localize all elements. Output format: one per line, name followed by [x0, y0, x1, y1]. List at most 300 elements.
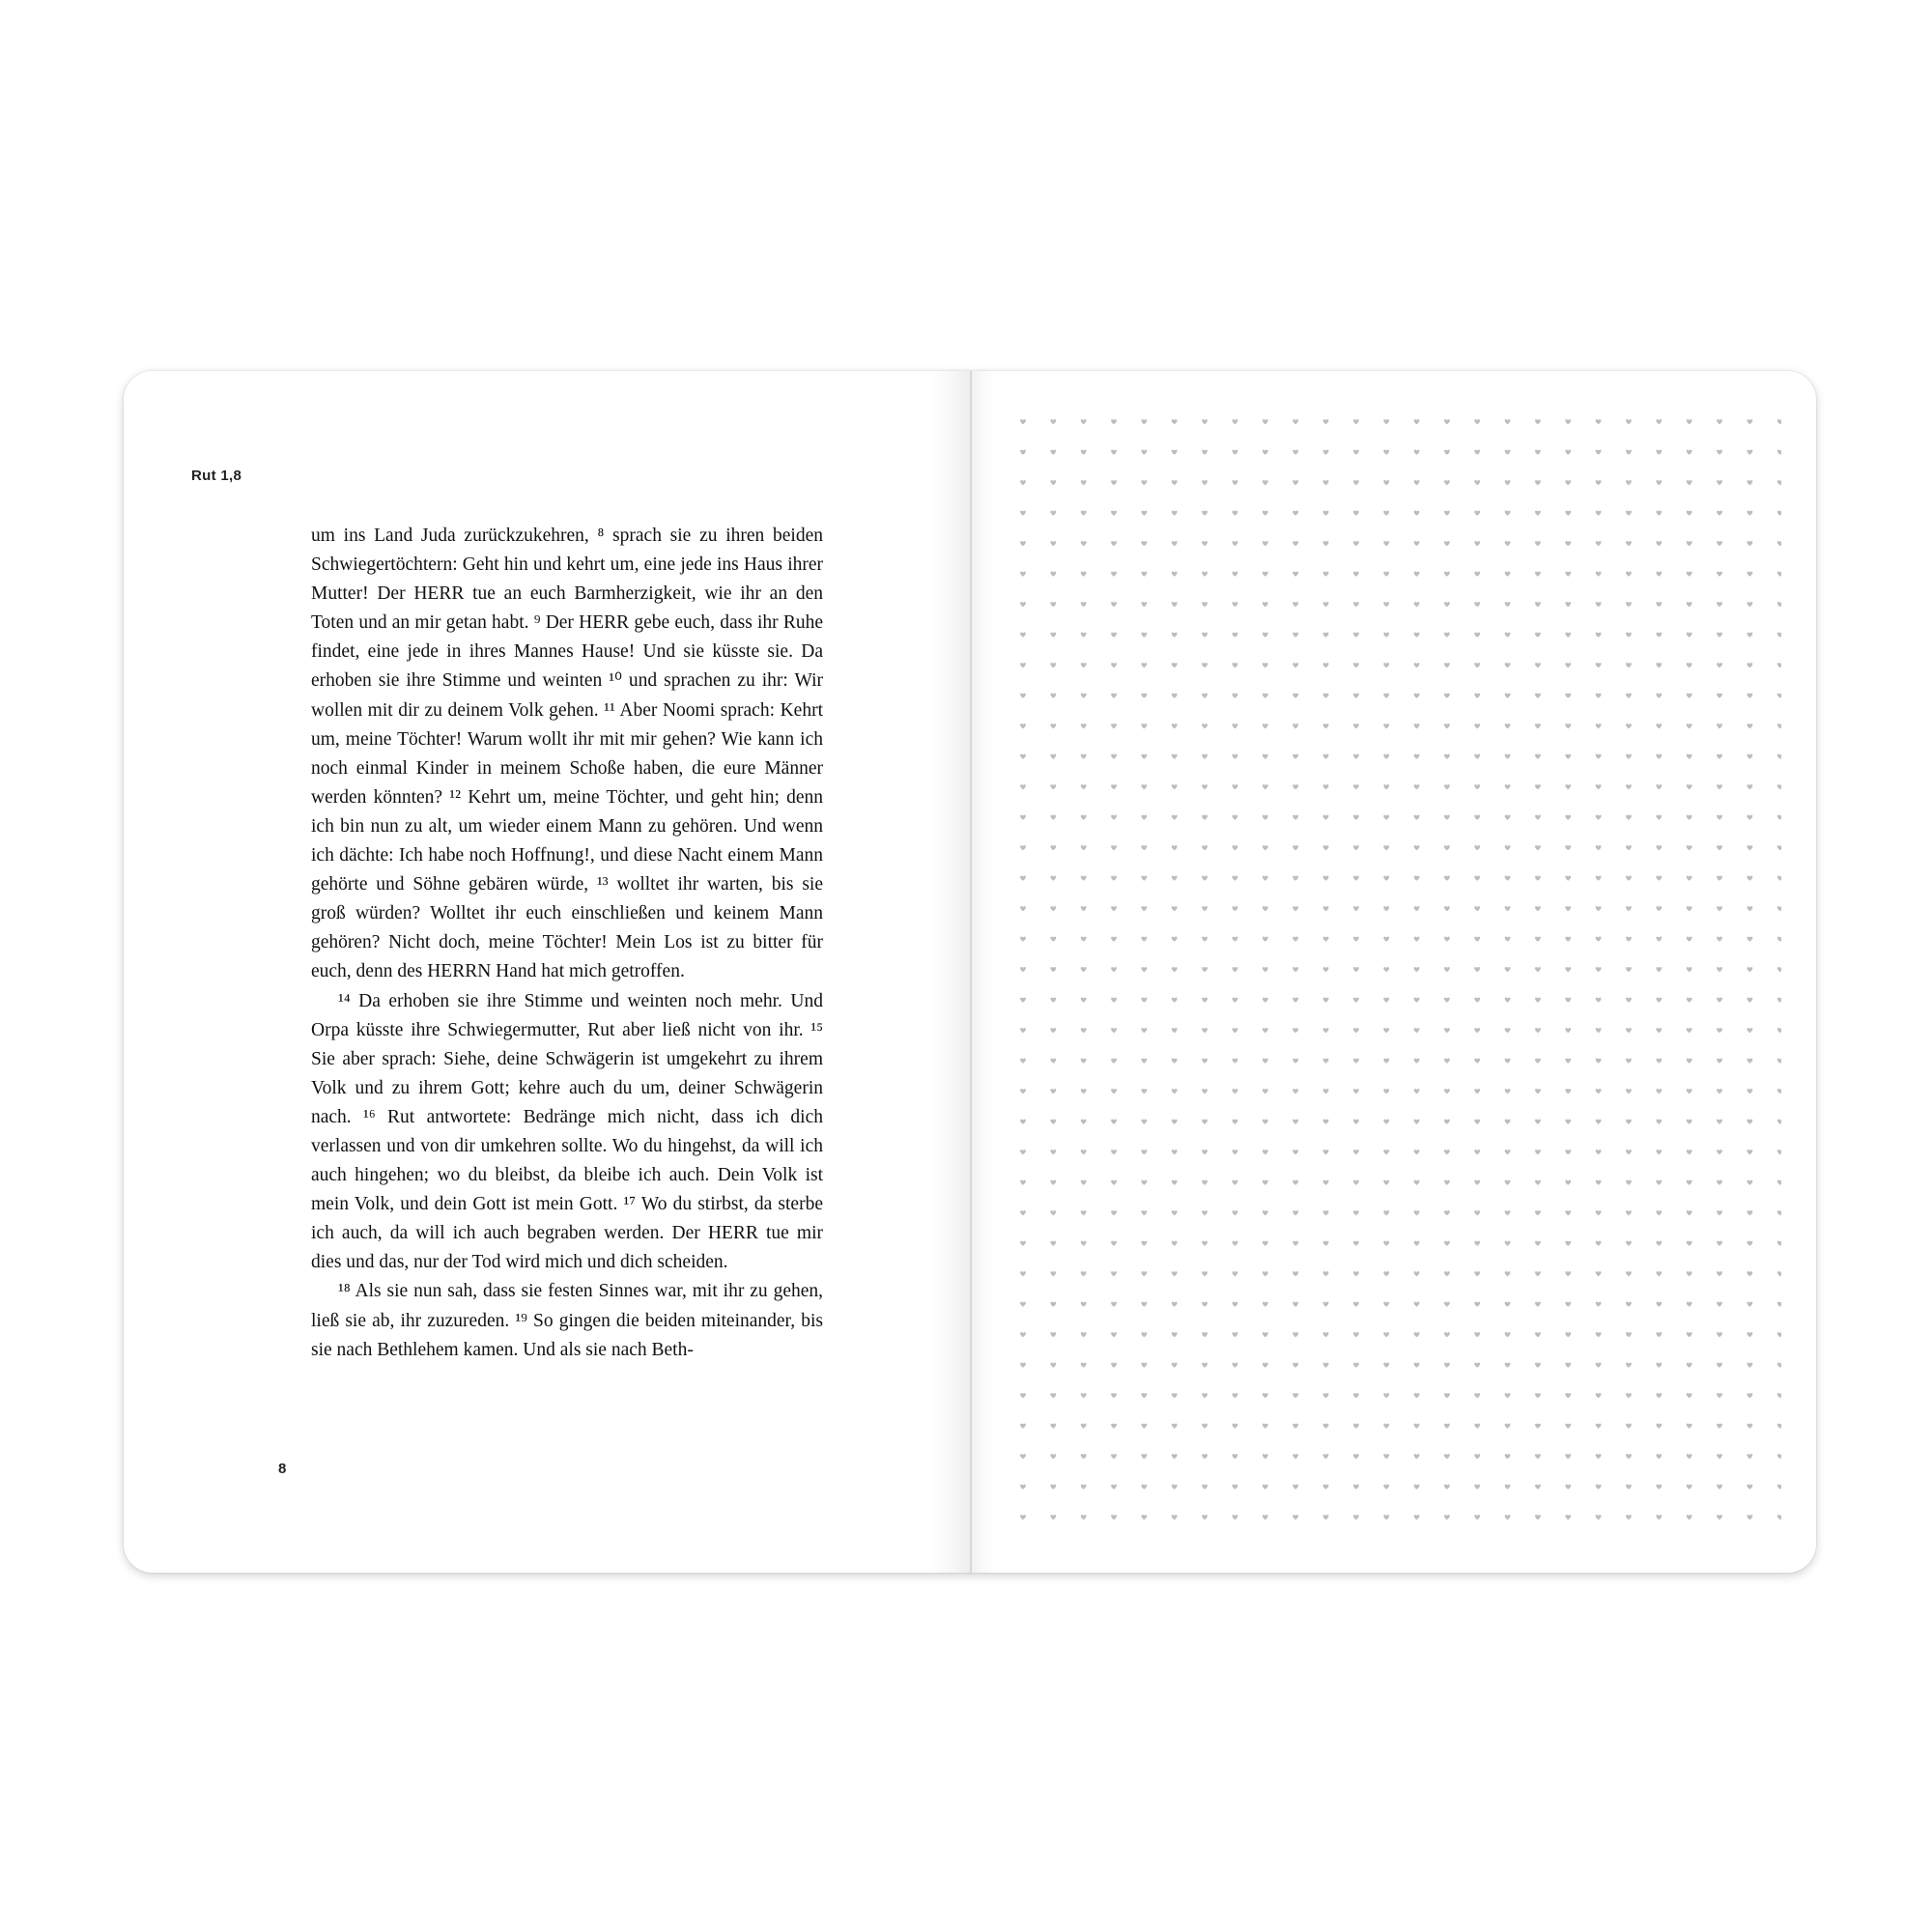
heart-icon: [1050, 450, 1056, 455]
heart-icon: [1777, 784, 1781, 789]
heart-icon: [1233, 724, 1238, 728]
heart-icon: [1717, 1059, 1722, 1064]
heart-icon: [1263, 937, 1268, 942]
heart-icon: [1505, 1150, 1511, 1154]
heart-icon: [1565, 1271, 1571, 1276]
heart-icon: [1505, 784, 1511, 789]
heart-icon: [1293, 1180, 1298, 1185]
heart-icon: [1747, 815, 1752, 820]
heart-icon: [1323, 724, 1329, 728]
heart-icon: [1444, 1180, 1450, 1185]
heart-icon: [1111, 845, 1117, 850]
heart-icon: [1141, 1120, 1147, 1124]
heart-icon: [1747, 906, 1752, 911]
heart-icon: [1687, 1059, 1692, 1064]
heart-icon: [1444, 1210, 1450, 1215]
heart-icon: [1596, 1059, 1602, 1064]
bible-text: [311, 522, 823, 1365]
heart-icon: [1474, 906, 1480, 911]
heart-icon: [1263, 480, 1268, 485]
heart-icon: [1353, 815, 1359, 820]
heart-icon: [1717, 845, 1722, 850]
heart-icon: [1172, 1454, 1178, 1459]
heart-icon: [1202, 1150, 1208, 1154]
heart-icon: [1202, 541, 1208, 546]
heart-icon: [1414, 1150, 1420, 1154]
heart-icon: [1747, 845, 1752, 850]
heart-icon: [1747, 1424, 1752, 1429]
heart-icon: [1717, 1515, 1722, 1520]
heart-icon: [1172, 906, 1178, 911]
heart-icon: [1050, 633, 1056, 638]
heart-icon: [1293, 784, 1298, 789]
heart-icon: [1535, 967, 1541, 972]
heart-icon: [1383, 1424, 1389, 1429]
heart-icon: [1202, 663, 1208, 668]
heart-icon: [1111, 784, 1117, 789]
heart-icon: [1444, 815, 1450, 820]
heart-icon: [1596, 967, 1602, 972]
heart-icon: [1383, 1180, 1389, 1185]
heart-icon: [1233, 754, 1238, 759]
heart-icon: [1777, 541, 1781, 546]
heart-icon: [1020, 1150, 1026, 1154]
heart-icon: [1383, 845, 1389, 850]
heart-icon: [1747, 1393, 1752, 1398]
heart-icon: [1081, 724, 1087, 728]
heart-icon: [1656, 450, 1662, 455]
heart-icon: [1717, 633, 1722, 638]
heart-icon: [1111, 663, 1117, 668]
heart-icon: [1626, 1241, 1632, 1246]
heart-icon: [1353, 784, 1359, 789]
heart-icon: [1777, 511, 1781, 516]
heart-icon: [1141, 1332, 1147, 1337]
heart-icon: [1505, 1241, 1511, 1246]
heart-icon: [1233, 845, 1238, 850]
heart-icon: [1202, 1332, 1208, 1337]
heart-icon: [1020, 1515, 1026, 1520]
heart-icon: [1111, 937, 1117, 942]
heart-icon: [1747, 633, 1752, 638]
heart-icon: [1323, 1393, 1329, 1398]
heart-icon: [1717, 998, 1722, 1003]
heart-icon: [1081, 1150, 1087, 1154]
heart-icon: [1717, 815, 1722, 820]
heart-icon: [1565, 967, 1571, 972]
heart-icon: [1233, 541, 1238, 546]
heart-icon: [1565, 1120, 1571, 1124]
heart-icon: [1111, 511, 1117, 516]
heart-icon: [1474, 511, 1480, 516]
heart-icon: [1081, 511, 1087, 516]
heart-icon: [1777, 633, 1781, 638]
heart-icon: [1141, 1363, 1147, 1368]
heart-icon: [1353, 1271, 1359, 1276]
heart-icon: [1081, 450, 1087, 455]
heart-icon: [1505, 1363, 1511, 1368]
heart-icon: [1687, 1332, 1692, 1337]
heart-icon: [1747, 541, 1752, 546]
heart-icon: [1233, 1271, 1238, 1276]
heart-icon: [1353, 602, 1359, 607]
heart-icon: [1535, 633, 1541, 638]
heart-icon: [1050, 663, 1056, 668]
heart-icon: [1474, 419, 1480, 424]
heart-icon: [1505, 1454, 1511, 1459]
heart-icon: [1717, 906, 1722, 911]
heart-icon: [1626, 694, 1632, 698]
heart-icon: [1505, 1515, 1511, 1520]
heart-icon: [1081, 1271, 1087, 1276]
heart-icon: [1535, 1150, 1541, 1154]
heart-icon: [1687, 724, 1692, 728]
heart-icon: [1172, 1059, 1178, 1064]
heart-icon: [1111, 724, 1117, 728]
heart-icon: [1323, 419, 1329, 424]
heart-icon: [1777, 1210, 1781, 1215]
heart-icon: [1202, 1059, 1208, 1064]
heart-icon: [1656, 1515, 1662, 1520]
heart-icon: [1687, 845, 1692, 850]
heart-icon: [1141, 754, 1147, 759]
heart-icon: [1081, 906, 1087, 911]
heart-icon: [1656, 602, 1662, 607]
heart-icon: [1233, 450, 1238, 455]
heart-icon: [1505, 1332, 1511, 1337]
heart-icon: [1777, 1332, 1781, 1337]
heart-icon: [1293, 998, 1298, 1003]
heart-icon: [1474, 1363, 1480, 1368]
heart-icon: [1717, 480, 1722, 485]
heart-icon: [1626, 1089, 1632, 1094]
heart-icon: [1141, 876, 1147, 881]
heart-icon: [1596, 1210, 1602, 1215]
heart-icon: [1505, 1271, 1511, 1276]
heart-icon: [1444, 1302, 1450, 1307]
heart-icon: [1414, 1302, 1420, 1307]
heart-icon: [1687, 784, 1692, 789]
heart-icon: [1323, 1363, 1329, 1368]
heart-icon: [1414, 480, 1420, 485]
heart-icon: [1323, 784, 1329, 789]
heart-icon: [1565, 1150, 1571, 1154]
heart-icon: [1081, 1332, 1087, 1337]
heart-icon: [1747, 1332, 1752, 1337]
heart-icon: [1505, 998, 1511, 1003]
heart-icon: [1535, 572, 1541, 577]
heart-icon: [1717, 1454, 1722, 1459]
heart-icon: [1777, 602, 1781, 607]
heart-icon: [1596, 1332, 1602, 1337]
heart-icon: [1626, 663, 1632, 668]
heart-icon: [1535, 1302, 1541, 1307]
heart-icon: [1747, 1150, 1752, 1154]
heart-icon: [1050, 845, 1056, 850]
heart-icon: [1717, 876, 1722, 881]
heart-icon: [1505, 1393, 1511, 1398]
heart-icon: [1626, 937, 1632, 942]
heart-icon: [1050, 1028, 1056, 1033]
heart-icon: [1202, 998, 1208, 1003]
heart-icon: [1141, 602, 1147, 607]
heart-icon: [1020, 572, 1026, 577]
heart-icon: [1202, 1120, 1208, 1124]
heart-icon: [1263, 1515, 1268, 1520]
heart-icon: [1565, 1089, 1571, 1094]
heart-icon: [1141, 511, 1147, 516]
heart-icon: [1050, 967, 1056, 972]
heart-icon: [1202, 815, 1208, 820]
heart-icon: [1383, 1363, 1389, 1368]
heart-icon: [1050, 876, 1056, 881]
heart-icon: [1172, 1028, 1178, 1033]
heart-icon: [1596, 937, 1602, 942]
heart-icon: [1717, 419, 1722, 424]
heart-icon: [1111, 1120, 1117, 1124]
heart-icon: [1444, 602, 1450, 607]
heart-icon: [1656, 511, 1662, 516]
heart-icon: [1233, 511, 1238, 516]
heart-icon: [1111, 1302, 1117, 1307]
heart-icon: [1323, 511, 1329, 516]
heart-icon: [1596, 906, 1602, 911]
heart-icon: [1747, 784, 1752, 789]
heart-icon: [1505, 1059, 1511, 1064]
heart-icon: [1535, 1424, 1541, 1429]
heart-icon: [1535, 815, 1541, 820]
heart-icon: [1505, 815, 1511, 820]
heart-icon: [1050, 1424, 1056, 1429]
heart-icon: [1020, 937, 1026, 942]
heart-icon: [1414, 876, 1420, 881]
heart-icon: [1565, 480, 1571, 485]
heart-icon: [1626, 1210, 1632, 1215]
heart-icon: [1444, 1028, 1450, 1033]
heart-icon: [1717, 450, 1722, 455]
heart-icon: [1717, 784, 1722, 789]
heart-icon: [1505, 1210, 1511, 1215]
heart-icon: [1141, 845, 1147, 850]
heart-icon: [1565, 663, 1571, 668]
heart-icon: [1596, 1089, 1602, 1094]
heart-icon: [1353, 937, 1359, 942]
heart-icon: [1747, 1271, 1752, 1276]
heart-icon: [1747, 1241, 1752, 1246]
heart-icon: [1020, 1241, 1026, 1246]
heart-dot-grid: [1009, 408, 1781, 1538]
heart-icon: [1383, 1241, 1389, 1246]
heart-icon: [1111, 1241, 1117, 1246]
heart-icon: [1353, 754, 1359, 759]
heart-icon: [1535, 1059, 1541, 1064]
heart-icon: [1050, 1393, 1056, 1398]
heart-icon: [1687, 541, 1692, 546]
heart-icon: [1141, 906, 1147, 911]
heart-icon: [1172, 633, 1178, 638]
heart-icon: [1233, 602, 1238, 607]
heart-icon: [1233, 1485, 1238, 1490]
heart-icon: [1081, 1241, 1087, 1246]
heart-icon: [1596, 602, 1602, 607]
heart-icon: [1020, 1332, 1026, 1337]
heart-icon: [1263, 784, 1268, 789]
heart-icon: [1172, 724, 1178, 728]
heart-icon: [1323, 480, 1329, 485]
heart-icon: [1747, 602, 1752, 607]
heart-icon: [1444, 480, 1450, 485]
heart-icon: [1172, 1089, 1178, 1094]
heart-icon: [1172, 815, 1178, 820]
heart-icon: [1656, 1089, 1662, 1094]
heart-icon: [1505, 572, 1511, 577]
heart-icon: [1263, 450, 1268, 455]
heart-icon: [1323, 1241, 1329, 1246]
heart-icon: [1050, 1363, 1056, 1368]
heart-icon: [1263, 1210, 1268, 1215]
heart-icon: [1596, 815, 1602, 820]
heart-icon: [1747, 754, 1752, 759]
heart-icon: [1353, 967, 1359, 972]
heart-icon: [1233, 1515, 1238, 1520]
heart-icon: [1233, 663, 1238, 668]
heart-icon: [1293, 541, 1298, 546]
heart-icon: [1777, 876, 1781, 881]
heart-icon: [1565, 1180, 1571, 1185]
heart-icon: [1202, 1424, 1208, 1429]
heart-icon: [1626, 419, 1632, 424]
heart-icon: [1656, 967, 1662, 972]
heart-icon: [1263, 541, 1268, 546]
heart-icon: [1202, 876, 1208, 881]
heart-icon: [1050, 511, 1056, 516]
heart-icon: [1172, 541, 1178, 546]
heart-icon: [1050, 1271, 1056, 1276]
heart-icon: [1747, 419, 1752, 424]
heart-icon: [1202, 633, 1208, 638]
heart-icon: [1747, 1028, 1752, 1033]
heart-icon: [1020, 967, 1026, 972]
heart-icon: [1202, 937, 1208, 942]
heart-icon: [1747, 724, 1752, 728]
heart-icon: [1111, 480, 1117, 485]
heart-icon: [1596, 784, 1602, 789]
heart-icon: [1081, 602, 1087, 607]
heart-icon: [1444, 1485, 1450, 1490]
heart-icon: [1383, 572, 1389, 577]
heart-icon: [1383, 1302, 1389, 1307]
heart-icon: [1656, 1120, 1662, 1124]
heart-icon: [1414, 724, 1420, 728]
heart-icon: [1777, 1302, 1781, 1307]
heart-icon: [1596, 1271, 1602, 1276]
heart-icon: [1414, 419, 1420, 424]
heart-icon: [1626, 1059, 1632, 1064]
heart-icon: [1656, 876, 1662, 881]
heart-icon: [1353, 1454, 1359, 1459]
heart-icon: [1444, 1393, 1450, 1398]
heart-icon: [1020, 1028, 1026, 1033]
heart-icon: [1687, 419, 1692, 424]
heart-icon: [1233, 1150, 1238, 1154]
heart-icon: [1293, 1210, 1298, 1215]
heart-icon: [1111, 572, 1117, 577]
heart-icon: [1444, 541, 1450, 546]
heart-icon: [1172, 937, 1178, 942]
heart-icon: [1353, 1059, 1359, 1064]
heart-icon: [1474, 694, 1480, 698]
heart-icon: [1172, 967, 1178, 972]
heart-icon: [1172, 845, 1178, 850]
heart-icon: [1202, 419, 1208, 424]
heart-icon: [1626, 876, 1632, 881]
heart-icon: [1777, 815, 1781, 820]
paragraph: ¹⁸ Als sie nun sah, dass sie festen Sinnes war, mit ihr zu gehen, ließ sie ab, ihr zuzureden. ¹⁹ So gingen die beiden miteinander, bis sie nach Bethlehem kamen. Und als sie nach Beth-: [311, 1281, 823, 1360]
heart-icon: [1414, 784, 1420, 789]
heart-icon: [1777, 967, 1781, 972]
heart-icon: [1323, 1271, 1329, 1276]
heart-icon: [1141, 450, 1147, 455]
heart-icon: [1293, 1332, 1298, 1337]
heart-icon: [1202, 967, 1208, 972]
heart-icon: [1474, 450, 1480, 455]
heart-icon: [1656, 1393, 1662, 1398]
heart-icon: [1081, 1028, 1087, 1033]
heart-icon: [1474, 1302, 1480, 1307]
heart-icon: [1626, 1180, 1632, 1185]
heart-icon: [1263, 1454, 1268, 1459]
heart-icon: [1596, 754, 1602, 759]
heart-icon: [1081, 1515, 1087, 1520]
heart-icon: [1626, 511, 1632, 516]
heart-icon: [1444, 998, 1450, 1003]
heart-icon: [1687, 815, 1692, 820]
heart-icon: [1596, 876, 1602, 881]
heart-icon: [1293, 1363, 1298, 1368]
heart-icon: [1111, 541, 1117, 546]
heart-icon: [1474, 876, 1480, 881]
heart-icon: [1141, 419, 1147, 424]
heart-icon: [1717, 1028, 1722, 1033]
heart-icon: [1323, 1089, 1329, 1094]
heart-icon: [1626, 784, 1632, 789]
heart-icon: [1414, 511, 1420, 516]
heart-icon: [1293, 754, 1298, 759]
heart-icon: [1141, 815, 1147, 820]
heart-icon: [1535, 1028, 1541, 1033]
heart-icon: [1444, 419, 1450, 424]
heart-icon: [1414, 602, 1420, 607]
heart-icon: [1656, 937, 1662, 942]
heart-icon: [1233, 876, 1238, 881]
heart-icon: [1656, 998, 1662, 1003]
heart-icon: [1687, 1393, 1692, 1398]
heart-icon: [1626, 1393, 1632, 1398]
heart-icon: [1081, 1059, 1087, 1064]
heart-icon: [1474, 663, 1480, 668]
heart-icon: [1383, 450, 1389, 455]
heart-icon: [1747, 480, 1752, 485]
heart-icon: [1202, 1180, 1208, 1185]
heart-icon: [1263, 1485, 1268, 1490]
heart-icon: [1172, 1485, 1178, 1490]
heart-icon: [1505, 1120, 1511, 1124]
heart-icon: [1323, 754, 1329, 759]
heart-icon: [1323, 1515, 1329, 1520]
heart-icon: [1505, 480, 1511, 485]
heart-icon: [1414, 1271, 1420, 1276]
heart-icon: [1414, 1454, 1420, 1459]
